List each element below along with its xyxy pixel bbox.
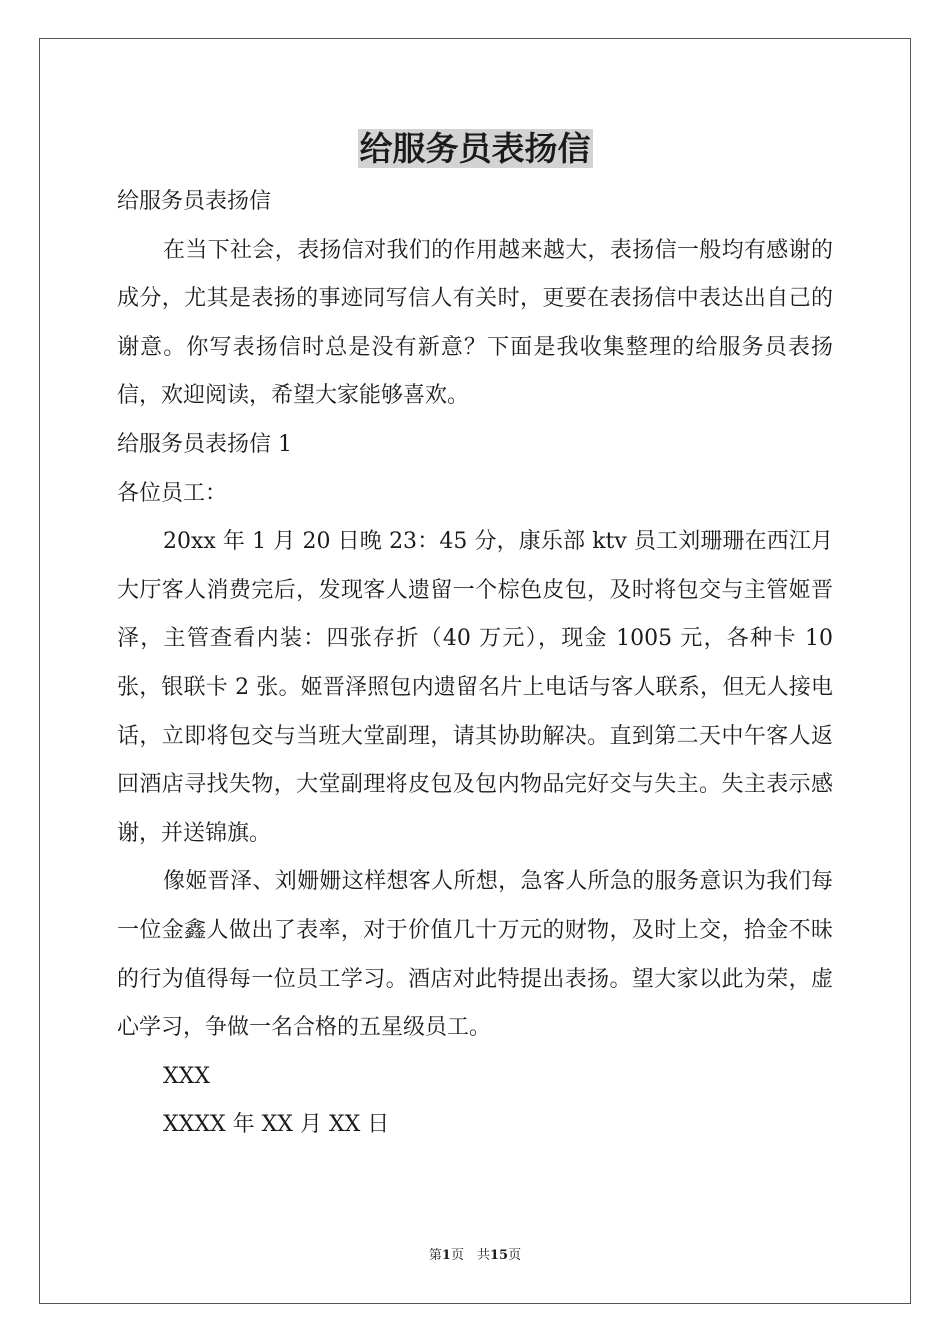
section-title: 给服务员表扬信 1 (117, 431, 292, 457)
page-footer (0, 1247, 950, 1265)
page-current-number: 1 (441, 1248, 451, 1263)
page-label-prefix: 第 (428, 1248, 442, 1263)
salutation: 各位员工： (117, 480, 228, 506)
signature: XXX (163, 1063, 210, 1089)
page-label-suffix: 页 (508, 1248, 522, 1263)
document-body (117, 178, 833, 1150)
document-title (0, 127, 950, 171)
intro-paragraph: 在当下社会，表扬信对我们的作用越来越大，表扬信一般均有感谢的成分，尤其是表扬的事迹同写信人有关时，更要在表扬信中表达出自己的谢意。你写表扬信时总是没有新意？下面是我收集整理的给服务员表扬信，欢迎阅读，希望大家能够喜欢。 (117, 237, 833, 409)
document-title-text: 给服务员表扬信 (359, 129, 591, 168)
page-total-number: 15 (489, 1248, 509, 1263)
body-paragraph-2: 像姬晋泽、刘姗姗这样想客人所想，急客人所急的服务意识为我们每一位金鑫人做出了表率，对于价值几十万元的财物，及时上交，拾金不昧的行为值得每一位员工学习。酒店对此特提出表扬。望大家以此为荣，虚心学习，争做一名合格的五星级员工。 (117, 869, 833, 1041)
document-subtitle: 给服务员表扬信 (117, 189, 272, 214)
date-line: XXXX 年 XX 月 XX 日 (163, 1112, 390, 1138)
page-label-middle: 页 共 (450, 1248, 490, 1263)
body-paragraph-1: 20xx 年 1 月 20 日晚 23：45 分，康乐部 ktv 员工刘珊珊在西江月大厅客人消费完后，发现客人遗留一个棕色皮包，及时将包交与主管姬晋泽，主管查看内装：四张存折（40 万元），现金 1005 元，各种卡 10 张，银联卡 2 张。姬晋泽照包内遗留名片上电话与客人联系，但无人接电话，立即将包交与当班大堂副理，请其协助解决。直到第二天中午客人返回酒店寻找失物，大堂副理将皮包及包内物品完好交与失主。失主表示感谢，并送锦旗。 (117, 529, 833, 846)
